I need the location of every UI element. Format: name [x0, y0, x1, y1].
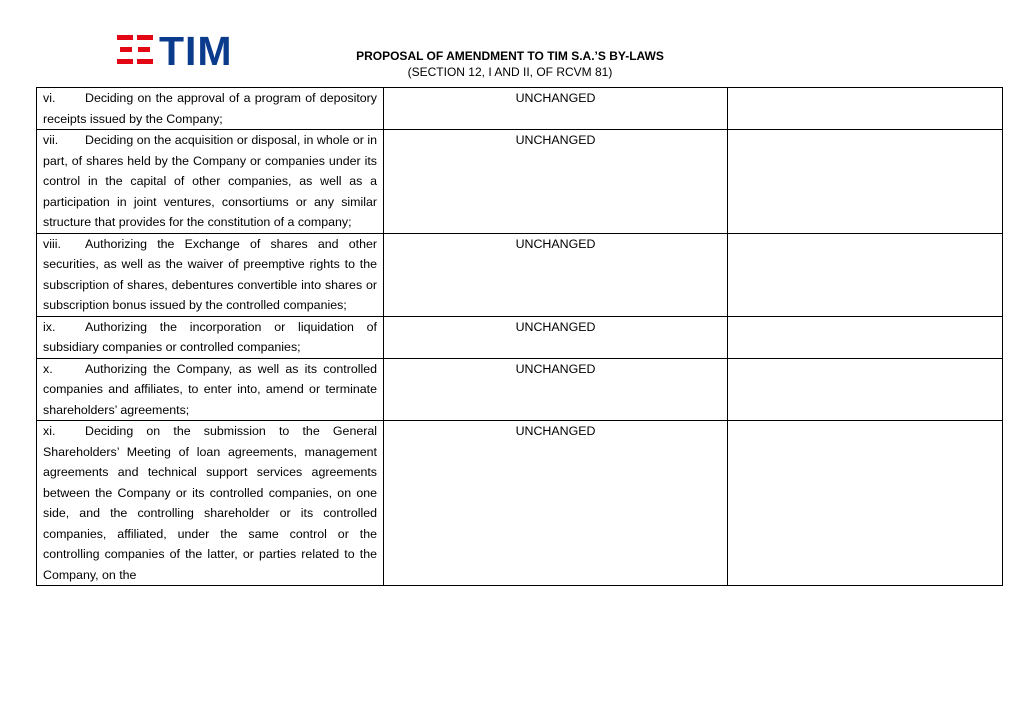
amendment-table-body [37, 88, 1003, 586]
item-number: vii. [43, 133, 59, 147]
current-text-cell [37, 421, 384, 586]
item-text: Deciding on the submission to the General Shareholders’ Meeting of loan agreements, management agreements and technical support services agreements between the Company or its controlled companies, on one side, and the controlling shareholder or its controlled companies, affiliated, under the same control or the controlling companies of the latter, or parties related to the Company, on the [43, 424, 377, 582]
item-text: Authorizing the incorporation or liquidation of subsidiary companies or controlled companies; [43, 319, 377, 354]
proposed-text-cell: UNCHANGED [384, 233, 728, 316]
tim-logo [117, 28, 235, 74]
table-row [37, 421, 1003, 586]
table-row [37, 130, 1003, 234]
item-text: Deciding on the acquisition or disposal, in whole or in part, of shares held by the Company or companies under its control in the capital of other companies, as well as a participation in joint ventures, consortiums or any similar structure that provides for the constitution of a company; [43, 133, 377, 229]
justification-cell [728, 130, 1003, 234]
document-title: PROPOSAL OF AMENDMENT TO TIM S.A.’S BY-LAWS [356, 49, 664, 63]
item-number: vi. [43, 91, 56, 105]
table-row [37, 233, 1003, 316]
tim-logo-text: TIM [159, 28, 233, 74]
current-text-cell [37, 316, 384, 358]
current-text-cell [37, 233, 384, 316]
justification-cell [728, 316, 1003, 358]
current-text-cell [37, 88, 384, 130]
table-row [37, 358, 1003, 421]
justification-cell [728, 358, 1003, 421]
proposed-text-cell: UNCHANGED [384, 358, 728, 421]
item-text: Authorizing the Exchange of shares and other securities, as well as the waiver of preemptive rights to the subscription of shares, debentures convertible into shares or subscription bonus issued by the controlled companies; [43, 236, 377, 312]
amendment-table [36, 87, 1003, 586]
proposed-text-cell: UNCHANGED [384, 421, 728, 586]
item-number: xi. [43, 424, 56, 438]
table-row [37, 316, 1003, 358]
item-number: x. [43, 361, 53, 376]
justification-cell [728, 233, 1003, 316]
item-number: ix. [43, 319, 56, 334]
item-number: viii. [43, 236, 61, 251]
tim-logo-bars-icon [117, 35, 155, 69]
proposed-text-cell: UNCHANGED [384, 88, 728, 130]
document-title-block [300, 48, 720, 80]
item-text: Authorizing the Company, as well as its controlled companies and affiliates, to enter into, amend or terminate shareholders’ agreements; [43, 361, 377, 417]
justification-cell [728, 88, 1003, 130]
current-text-cell [37, 130, 384, 234]
proposed-text-cell: UNCHANGED [384, 130, 728, 234]
justification-cell [728, 421, 1003, 586]
proposed-text-cell: UNCHANGED [384, 316, 728, 358]
item-text: Deciding on the approval of a program of depository receipts issued by the Company; [43, 91, 377, 126]
document-subtitle: (SECTION 12, I AND II, OF RCVM 81) [407, 65, 613, 79]
table-row [37, 88, 1003, 130]
current-text-cell [37, 358, 384, 421]
